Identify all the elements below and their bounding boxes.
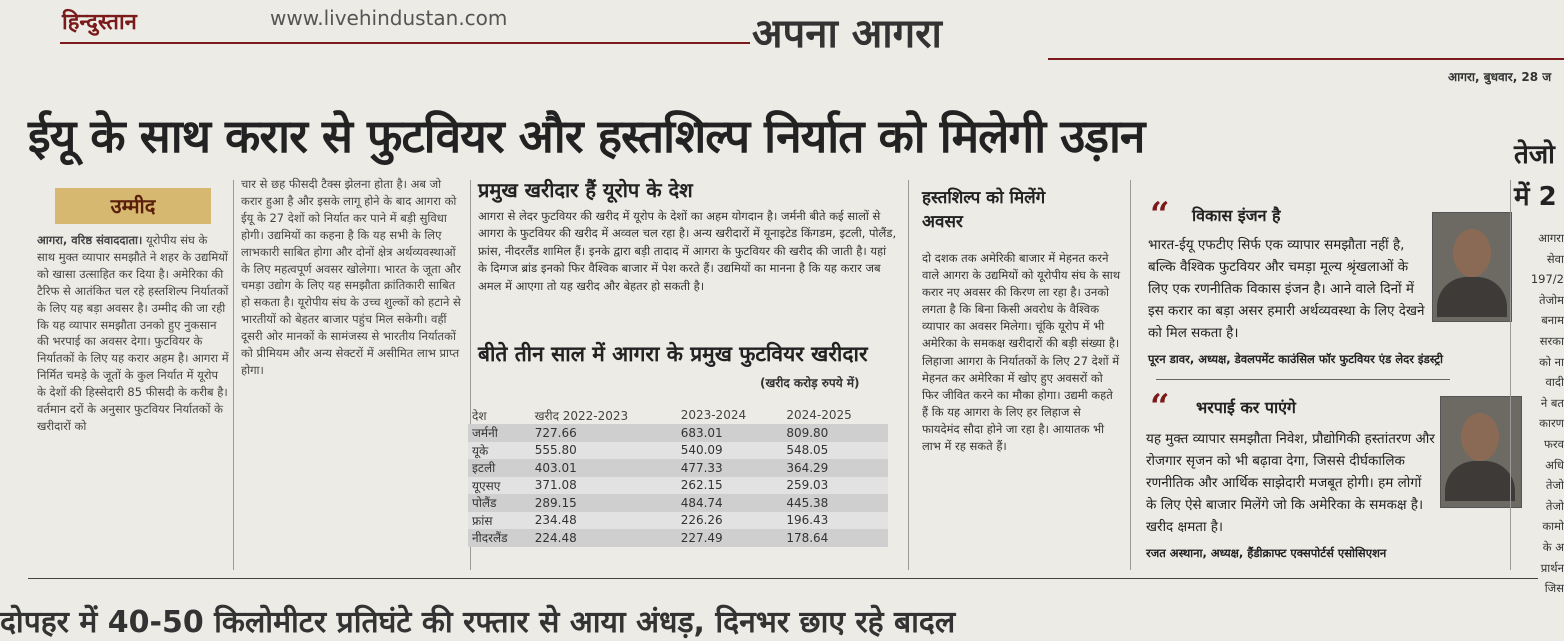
table-cell: 403.01 (531, 459, 677, 477)
table-cell: 727.66 (531, 424, 677, 442)
table-row (468, 442, 888, 460)
section-title: अपना आगरा (752, 11, 942, 57)
table-row (468, 459, 888, 477)
table-cell: 540.09 (677, 442, 783, 460)
table-cell: 548.05 (782, 442, 888, 460)
article-column-1 (37, 232, 229, 562)
table-cell: 178.64 (782, 529, 888, 547)
main-headline: ईयू के साथ करार से फुटवियर और हस्तशिल्प निर्यात को मिलेगी उड़ान (28, 109, 1145, 163)
table-cell: इटली (468, 459, 531, 477)
text-line: के अ (1542, 539, 1564, 554)
text-line: कामो (1542, 519, 1564, 534)
table-cell: 445.38 (782, 494, 888, 512)
text-line: को ना (1539, 354, 1564, 369)
portrait-photo (1432, 212, 1512, 322)
kicker-tag: उम्मीद (55, 188, 211, 224)
table-cell: 289.15 (531, 494, 677, 512)
table-cell: फ्रांस (468, 512, 531, 530)
text-line: जिस (1544, 581, 1564, 596)
table-cell: 262.15 (677, 477, 783, 495)
text-line: सरका (1539, 333, 1564, 348)
bottom-rule (28, 578, 1538, 579)
quote-mark-icon: “ (1150, 387, 1170, 427)
buyers-table (468, 406, 888, 547)
text-line: आगरा (1538, 231, 1564, 245)
table-cell: पोलैंड (468, 494, 531, 512)
portrait-face (1453, 229, 1491, 277)
table-cell: 683.01 (677, 424, 783, 442)
text-line: ने बत (1540, 395, 1564, 410)
table-cell: 259.03 (782, 477, 888, 495)
table-cell: 477.33 (677, 459, 783, 477)
table-row (468, 529, 888, 547)
text-line: प्रार्थन (1540, 560, 1564, 575)
table-header: खरीद 2022-2023 (534, 408, 629, 423)
table-cell: जर्मनी (468, 424, 531, 442)
table-cell: 234.48 (531, 512, 677, 530)
quote-signature: रजत अस्थाना, अध्यक्ष, हैंडीक्राफ्ट एक्सपोर्टर्स एसोसिएशन (1146, 546, 1387, 560)
table-cell: यूके (468, 442, 531, 460)
table-row (468, 424, 888, 442)
table-header: 2023-2024 (680, 408, 747, 422)
portrait-face (1461, 413, 1499, 461)
subsection-title: हस्तशिल्प को मिलेंगे अवसर (922, 188, 1046, 232)
table-cell: 227.49 (677, 529, 783, 547)
table-row (468, 512, 888, 530)
column-divider (233, 180, 234, 570)
subsection-text: दो दशक तक अमेरिकी बाजार में मेहनत करने वाले आगरा के उद्यमियों को यूरोपीय संघ के साथ करार नए अवसर की किरण ला रहा है। उनको लगता है कि बिना किसी अवरोध के वैश्विक व्यापार का अवसर मिलेगा। चूंकि यूरोप में भी अमेरिका के समकक्ष खरीदारों की बड़ी संख्या है। लिहाजा आगरा के निर्यातकों के लिए 27 देशों में मेहनत कर अमेरिका में खोए हुए अवसरों को फिर जीवित करने का मौका होगा। उद्यमी कहते हैं कि यह आगरा के लिए हर लिहाज से फायदेमंद सौदा होने जा रहा है। आयातक भी लाभ में रह सकते हैं। (922, 251, 1121, 454)
table-title: बीते तीन साल में आगरा के प्रमुख फुटवियर खरीदार (478, 342, 868, 366)
text-line: वादी (1545, 375, 1564, 390)
byline: आगरा, वरिष्ठ संवाददाता। (37, 233, 143, 247)
portrait-shirt (1445, 461, 1515, 501)
table-cell: यूएसए (468, 477, 531, 495)
masthead-rule-left (60, 42, 750, 44)
column-divider (908, 180, 909, 570)
quote-title: विकास इंजन है (1192, 206, 1281, 225)
text-line: तेजोम (1539, 292, 1564, 307)
text-line: फरव (1544, 436, 1564, 451)
table-header: देश (472, 408, 487, 423)
quote-title: भरपाई कर पाएंगे (1196, 398, 1296, 417)
text-line: बनाम (1541, 313, 1564, 328)
portrait-shirt (1437, 277, 1507, 317)
text-line: तेजो (1545, 498, 1564, 513)
article-column-2 (241, 176, 463, 566)
quote-mark-icon: “ (1150, 195, 1170, 235)
quote-signature: पूरन डावर, अध्यक्ष, डेवलपमेंट काउंसिल फॉर फुटवियर एंड लेदर इंडस्ट्री (1148, 352, 1443, 366)
quote-divider (1156, 379, 1450, 380)
dateline: आगरा, बुधवार, 28 ज (1448, 70, 1552, 84)
table-header-row (468, 406, 888, 424)
table-header: 2024-2025 (786, 408, 852, 422)
table-cell: 364.29 (782, 459, 888, 477)
table-cell: 224.48 (531, 529, 677, 547)
table-cell: 196.43 (782, 512, 888, 530)
website-url[interactable]: www.livehindustan.com (270, 6, 508, 30)
text-line: तेजो (1545, 478, 1564, 493)
text-line: 197/2 (1530, 272, 1564, 287)
article-text: चार से छह फीसदी टैक्स झेलना होता है। अब जो करार हुआ है और इसके लागू होने के बाद आगरा को ईयू के 27 देशों को निर्यात कर पाने में बड़ी सुविधा होगी। उद्यमियों का कहना है कि यह सभी के लिए लाभकारी साबित होगा और दोनों क्षेत्र अर्थव्यवस्थाओं के लिए महत्वपूर्ण अवसर खोलेगा। भारत के जूता और चमड़ा उद्योग के लिए यह समझौता क्रांतिकारी साबित हो सकता है। यूरोपीय संघ के उच्च शुल्कों को हटाने से भारतीयों को बेहतर बाजार पहुंच मिल सकेगी। वहीं दूसरी ओर मानकों के सामंजस्य से भारतीय निर्यातकों को प्रीमियम और अन्य सेक्टरों में असीमित लाभ प्राप्त होगा। (241, 177, 461, 377)
column-divider (1510, 180, 1511, 570)
next-headline: दोपहर में 40-50 किलोमीटर प्रतिघंटे की रफ्तार से आया अंधड़, दिनभर छाए रहे बादल (0, 605, 956, 640)
table-unit: (खरीद करोड़ रुपये में) (760, 376, 860, 390)
adjacent-headline (1514, 134, 1557, 218)
adjacent-headline-line: तेजो (1514, 140, 1555, 170)
subsection-text: आगरा से लेदर फुटवियर की खरीद में यूरोप के देशों का अहम योगदान है। जर्मनी बीते कई सालों से आगरा के फुटवियर की खरीद में अव्वल चल रहा है। अन्य खरीदारों में यूनाइटेड किंगडम, इटली, पोलैंड, फ्रांस, नीदरलैंड शामिल हैं। इनके द्वारा बड़ी तादाद में आगरा के फुटवियर की खरीद की जाती है। यहां के दिग्गज ब्रांड इनको फिर वैश्विक बाजार में पेश करते हैं। उद्यमियों का मानना है कि यह करार जब अमल में आएगा तो यह खरीद और बेहतर हो सकती है। (478, 209, 897, 293)
adjacent-headline-line: में 2 (1514, 182, 1557, 212)
text-line: अधि (1545, 457, 1564, 472)
table-cell: 371.08 (531, 477, 677, 495)
text-line: सेवा (1546, 251, 1564, 266)
column-divider (1130, 180, 1131, 570)
table-cell: 226.26 (677, 512, 783, 530)
article-text: यूरोपीय संघ के साथ मुक्त व्यापार समझौते ने शहर के उद्यमियों को खासा उत्साहित कर दिया है। अमेरिका की टैरिफ से आतंकित चल रहे हस्तशिल्प निर्यातकों के लिए यह बड़ा अवसर है। उम्मीद की जा रही कि यह व्यापार समझौता उनको हुए नुकसान की भरपाई का अवसर देगा। फुटवियर के निर्यातकों के लिए यह करार अहम है। आगरा में निर्मित चमड़े के जूतों के कुल निर्यात में यूरोप के देशों की हिस्सेदारी 85 फीसदी के करीब है। वर्तमान दरों के अनुसार फुटवियर निर्यातकों के खरीदारों को (37, 233, 229, 433)
newspaper-logo: हिन्दुस्तान (62, 10, 137, 35)
adjacent-article-column (1514, 228, 1564, 599)
masthead-rule-right (1048, 58, 1564, 60)
quote-text: भारत-ईयू एफटीए सिर्फ एक व्यापार समझौता नहीं है, बल्कि वैश्विक फुटवियर और चमड़ा मूल्य श्रृंखलाओं के लिए एक रणनीतिक विकास इंजन है। आने वाले दिनों में इस करार का बड़ा असर हमारी अर्थव्यवस्था के लिए देखने को मिल सकता है। (1148, 237, 1425, 341)
table-cell: 484.74 (677, 494, 783, 512)
table-cell: 809.80 (782, 424, 888, 442)
quote-text: यह मुक्त व्यापार समझौता निवेश, प्रौद्योगिकी हस्तांतरण और रोजगार सृजन को भी बढ़ावा देगा, जिससे दीर्घकालिक रणनीतिक और आर्थिक साझेदारी मजबूत होगी। हम लोगों के लिए ऐसे बाजार मिलेंगे जो कि अमेरिका के समकक्ष है। खरीद क्षमता है। (1146, 431, 1435, 535)
table-cell: 555.80 (531, 442, 677, 460)
table-cell: नीदरलैंड (468, 529, 531, 547)
table-row (468, 477, 888, 495)
subsection-title: प्रमुख खरीदार हैं यूरोप के देश (478, 178, 693, 202)
table-row (468, 494, 888, 512)
text-line: कारण (1539, 416, 1564, 431)
